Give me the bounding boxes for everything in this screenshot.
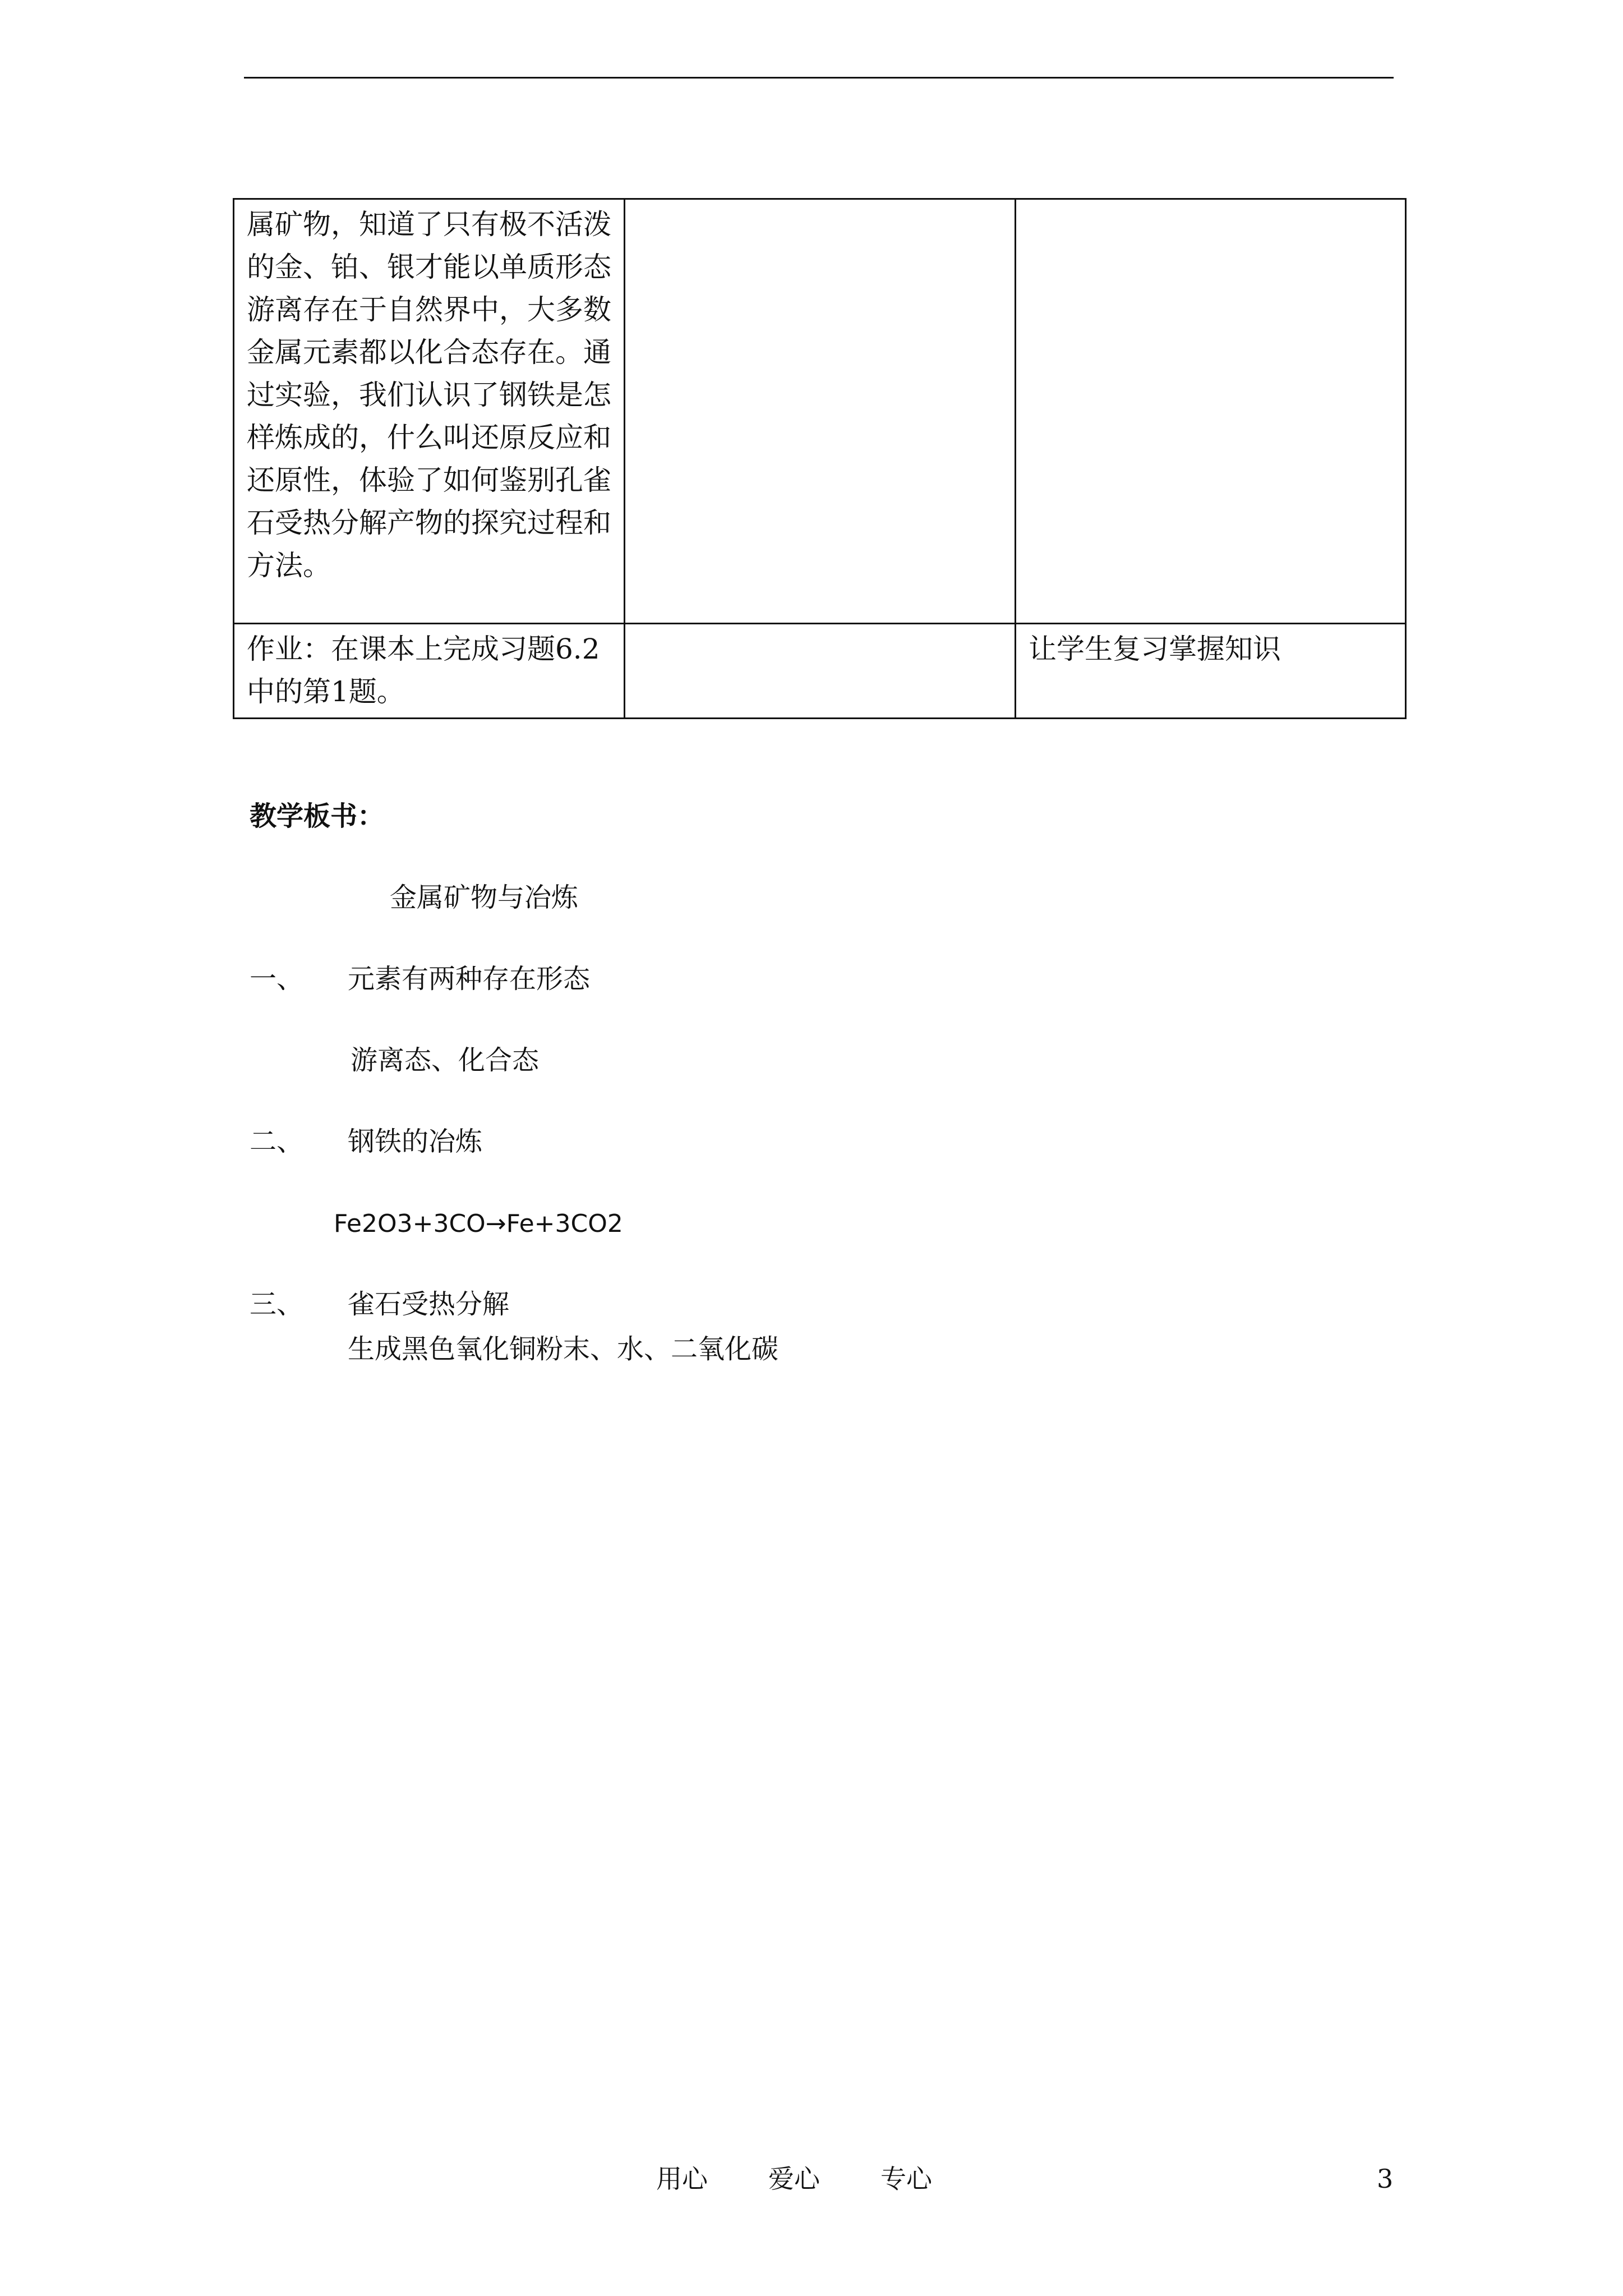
purpose-cell: [1016, 624, 1406, 719]
lesson-table: [233, 198, 1407, 719]
section-3-numeral: 三、: [250, 1289, 304, 1320]
table-row: [234, 624, 1406, 719]
footer-word: 专心: [880, 2164, 932, 2194]
summary-text: 属矿物，知道了只有极不活泼的金、铂、银才能以单质形态游离存在于自然界中，大多数金属元素都以化合态存在。通过实验，我们认识了钢铁是怎样炼成的，什么叫还原反应和还原性，体验了如何鉴别孔雀石受热分解产物的探究过程和方法。: [247, 208, 611, 582]
purpose-text: 让学生复习掌握知识: [1029, 633, 1281, 665]
section-2-text: 钢铁的冶炼: [348, 1126, 483, 1157]
section-3-text: 雀石受热分解: [348, 1289, 510, 1320]
empty-cell: [625, 199, 1016, 624]
section-2-equation: Fe2O3+3CO→Fe+3CO2: [334, 1209, 623, 1238]
section-1-numeral: 一、: [250, 963, 304, 995]
header-rule: [244, 77, 1394, 79]
section-1-detail: 游离态、化合态: [351, 1045, 540, 1076]
empty-cell: [1016, 199, 1406, 624]
section-3-detail: 生成黑色氧化铜粉末、水、二氧化碳: [348, 1333, 779, 1365]
homework-text: 作业：在课本上完成习题6.2中的第1题。: [247, 633, 600, 708]
footer-word: 用心: [656, 2164, 708, 2194]
summary-cell: [234, 199, 625, 624]
section-1-text: 元素有两种存在形态: [348, 963, 591, 995]
empty-cell: [625, 624, 1016, 719]
board-title: 金属矿物与冶炼: [390, 882, 579, 913]
homework-cell: [234, 624, 625, 719]
footer-word: 爱心: [768, 2164, 820, 2194]
table-row: [234, 199, 1406, 624]
board-heading: 教学板书：: [250, 800, 385, 832]
section-2-numeral: 二、: [250, 1126, 304, 1157]
page-number: 3: [1377, 2164, 1394, 2194]
